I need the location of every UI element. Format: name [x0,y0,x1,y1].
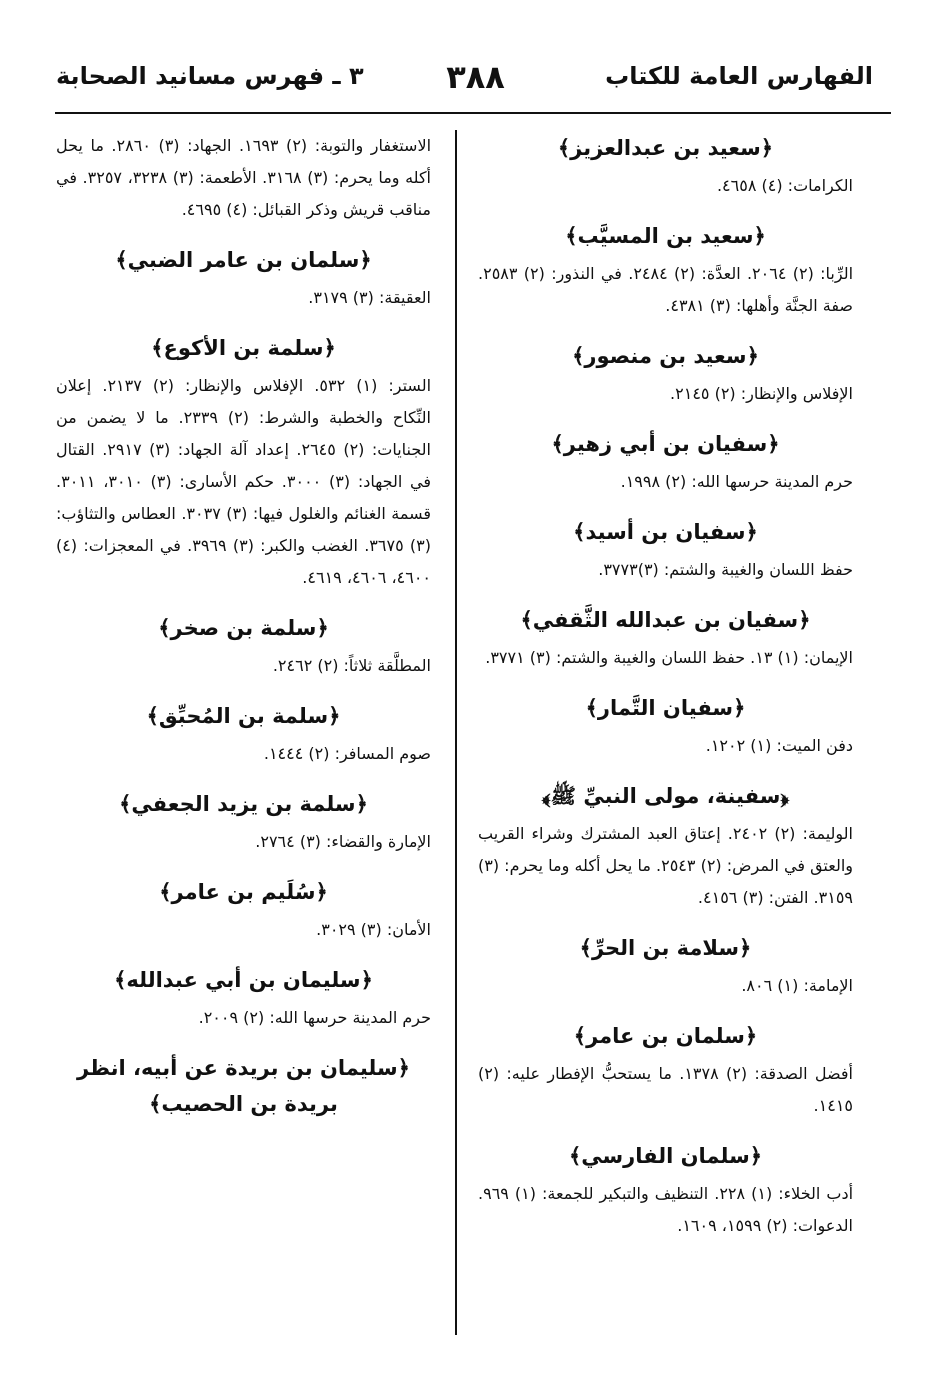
entry-text: الستر: (١) ٥٣٢. الإفلاس والإنظار: (٢) ٢١٣٧. إعلان النِّكاح والخطبة والشرط: (٢) ٢٣٣٩. ما لا يضمن من الجنايات: (٢) ٢٦٤٥. إعداد آلة الجهاد: (٣) ٢٩١٧. القتال في الجهاد: (٣) ٣٠٠٠. حكم الأسارى: (٣) ٣٠١٠، ٣٠١١. قسمة الغنائم والغلول فيها: (٣) ٣٠٣٧. العطاس والتثاؤب: (٣) ٣٦٧٥. الغضب والكبر: (٣) ٣٩٦٩. في المعجزات: (٤) ٤٦٠٠، ٤٦٠٦، ٤٦١٩. [56,376,432,587]
header-rule [55,112,891,114]
entry-text: الرِّبا: (٢) ٢٠٦٤. العدَّة: (٢) ٢٤٨٤. في النذور: (٢) ٢٥٨٣. صفة الجنَّة وأهلها: (٣) ٤٣٨١. [478,264,854,315]
entry-text: أدب الخلاء: (١) ٢٢٨. التنظيف والتبكير للجمعة: (١) ٩٦٩. الدعوات: (٢) ١٥٩٩، ١٦٠٩. [478,1184,854,1235]
entry-heading: ﴿سلمة بن صخر﴾ [158,616,329,640]
index-entry [478,130,853,202]
left-column [56,130,431,1138]
entry-text: حرم المدينة حرسها الله: (٢) ١٩٩٨. [620,472,853,491]
entry-heading: ﴿سلمان الفارسي﴾ [568,1144,763,1168]
index-entry [56,330,431,594]
entry-text: الكرامات: (٤) ٤٦٥٨. [716,176,853,195]
column-divider [455,130,457,1335]
entry-heading: ﴿سلامة بن الحرِّ﴾ [579,936,752,960]
index-entry [56,610,431,682]
entry-heading: ﴿سليمان بن بريدة عن أبيه، انظر بريدة بن الحصيب﴾ [77,1056,410,1116]
entry-text: الاستغفار والتوبة: (٢) ١٦٩٣. الجهاد: (٣) ٢٨٦٠. ما يحل أكله وما يحرم: (٣) ٣١٦٨. الأطعمة: (٣) ٣٢٣٨، ٣٢٥٧. في مناقب قريش وذكر القبائل: (٤) ٤٦٩٥. [56,136,432,219]
entry-text: الأمان: (٣) ٣٠٢٩. [316,920,431,939]
entry-heading: ﴿سلمة بن الأكوع﴾ [151,336,336,360]
index-entry [56,242,431,314]
entry-text: الإمامة: (١) ٨٠٦. [741,976,853,995]
entry-heading: ﴿سلمة بن يزيد الجعفي﴾ [119,792,368,816]
entry-text: أفضل الصدقة: (٢) ١٣٧٨. ما يستحبُّ الإفطار عليه: (٢) ١٤١٥. [478,1064,853,1115]
entry-text: الوليمة: (٢) ٢٤٠٢. إعتاق العبد المشترك وشراء القريب والعتق في المرض: (٢) ٢٥٤٣. ما يحل أكله وما يحرم: (٣) ٣١٥٩. الفتن: (٣) ٤١٥٦. [478,824,854,907]
entry-text: الإفلاس والإنظار: (٢) ٢١٤٥. [670,384,853,403]
index-entry [56,698,431,770]
entry-heading: ﴿سفينة، مولى النبيِّ ﷺ﴾ [542,784,789,808]
index-entry [56,874,431,946]
index-entry [56,786,431,858]
entry-text: الإيمان: (١) ١٣. حفظ اللسان والغيبة والشتم: (٣) ٣٧٧١. [485,648,853,667]
index-entry [56,1050,431,1122]
entry-heading: ﴿سعيد بن عبدالعزيز﴾ [557,136,774,160]
entry-heading: ﴿سفيان بن أبي زهير﴾ [551,432,780,456]
entry-heading: ﴿سلمان بن عامر الضبي﴾ [115,248,372,272]
entry-heading: ﴿سلمان بن عامر﴾ [573,1024,758,1048]
entry-heading: ﴿سفيان بن أسيد﴾ [573,520,758,544]
entry-heading: ﴿سفيان بن عبدالله الثَّقفي﴾ [520,608,811,632]
page-header [38,58,913,106]
entry-heading: ﴿سليمان بن أبي عبدالله﴾ [114,968,373,992]
index-entry [478,426,853,498]
entry-heading: ﴿سُلَيم بن عامر﴾ [159,880,328,904]
entry-text: حفظ اللسان والغيبة والشتم: (٣)٣٧٧٣. [598,560,853,579]
index-entry [478,930,853,1002]
index-entry [478,690,853,762]
running-title-right: الفهارس العامة للكتاب [605,62,873,90]
index-entry [478,338,853,410]
right-column [478,130,853,1258]
index-entry [478,1138,853,1242]
entry-heading: ﴿سفيان التَّمار﴾ [585,696,746,720]
entry-heading: ﴿سلمة بن المُحبِّق﴾ [146,704,341,728]
entry-heading: ﴿سعيد بن المسيَّب﴾ [565,224,766,248]
index-entry [478,1018,853,1122]
entry-text: العقيقة: (٣) ٣١٧٩. [308,288,431,307]
index-entry [478,778,853,914]
running-title-left: ٣ ـ فهرس مسانيد الصحابة [56,62,364,90]
index-entry [478,218,853,322]
entry-text: صوم المسافر: (٢) ١٤٤٤. [263,744,431,763]
entry-heading: ﴿سعيد بن منصور﴾ [572,344,759,368]
index-entry [56,962,431,1034]
index-entry-continued [56,130,431,226]
entry-text: الإمارة والقضاء: (٣) ٢٧٦٤. [255,832,431,851]
entry-text: حرم المدينة حرسها الله: (٢) ٢٠٠٩. [198,1008,431,1027]
entry-text: المطلَّقة ثلاثاً: (٢) ٢٤٦٢. [272,656,431,675]
index-entry [478,602,853,674]
index-entry [478,514,853,586]
entry-text: دفن الميت: (١) ١٢٠٢. [705,736,853,755]
page-number: ٣٨٨ [446,58,505,96]
